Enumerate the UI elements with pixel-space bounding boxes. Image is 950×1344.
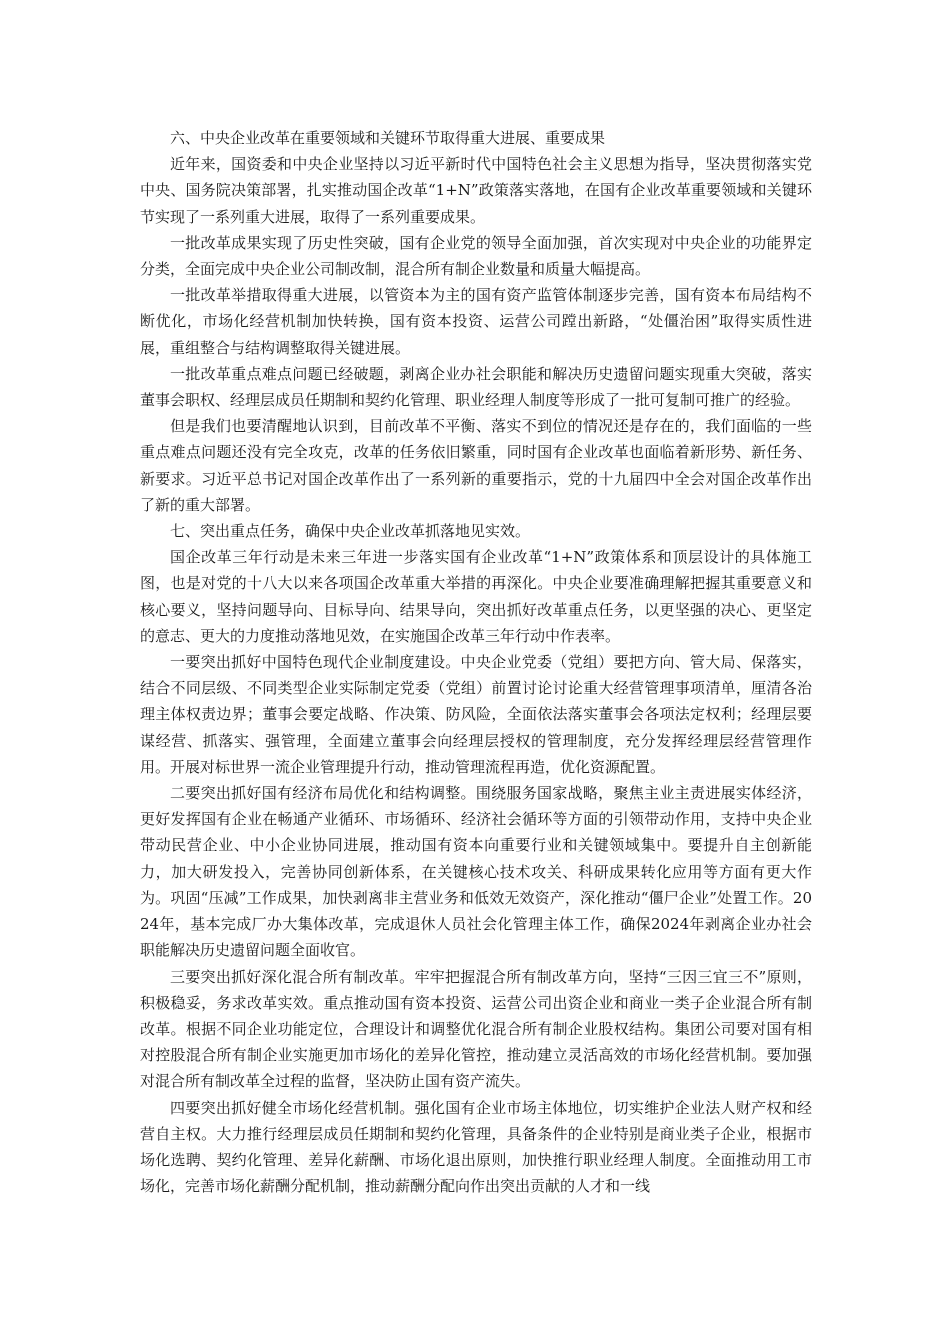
paragraph: 国企改革三年行动是未来三年进一步落实国有企业改革“1+N”政策体系和顶层设计的具体施工图，也是对党的十八大以来各项国企改革重大举措的再深化。中央企业要准确理解把握其重要意义和核心要义，坚持问题导向、目标导向、结果导向，突出抓好改革重点任务，以更坚强的决心、更坚定的意志、更大的力度推动落地见效，在实施国企改革三年行动中作表率。 xyxy=(140,548,812,645)
paragraph: 四要突出抓好健全市场化经营机制。强化国有企业市场主体地位，切实维护企业法人财产权和经营自主权。大力推行经理层成员任期制和契约化管理，具备条件的企业特别是商业类子企业，根据市场化选聘、契约化管理、差异化薪酬、市场化退出原则，加快推行职业经理人制度。全面推动用工市场化，完善市场化薪酬分配机制，推动薪酬分配向作出突出贡献的人才和一线 xyxy=(140,1098,812,1196)
paragraph: 一批改革举措取得重大进展，以管资本为主的国有资产监管体制逐步完善，国有资本布局结构不断优化，市场化经营机制加快转换，国有资本投资、运营公司蹚出新路，“处僵治困”取得实质性进展，重组整合与结构调整取得关键进展。 xyxy=(140,286,812,357)
paragraph: 但是我们也要清醒地认识到，目前改革不平衡、落实不到位的情况还是存在的，我们面临的一些重点难点问题还没有完全攻克，改革的任务依旧繁重，同时国有企业改革也面临着新形势、新任务、新要求。习近平总书记对国企改革作出了一系列新的重要指示，党的十九届四中全会对国企改革作出了新的重大部署。 xyxy=(140,417,812,514)
paragraph: 一要突出抓好中国特色现代企业制度建设。中央企业党委（党组）要把方向、管大局、保落实，结合不同层级、不同类型企业实际制定党委（党组）前置讨论讨论重大经营管理事项清单，厘清各治理主体权责边界；董事会要定战略、作决策、防风险，全面依法落实董事会各项法定权利；经理层要谋经营、抓落实、强管理，全面建立董事会向经理层授权的管理制度，充分发挥经理层经营管理作用。开展对标世界一流企业管理提升行动，推动管理流程再造，优化资源配置。 xyxy=(140,653,812,776)
section-heading-six: 六、中央企业改革在重要领域和关键环节取得重大进展、重要成果 xyxy=(170,129,606,147)
paragraph: 三要突出抓好深化混合所有制改革。牢牢把握混合所有制改革方向，坚持“三因三宜三不”原则，积极稳妥，务求改革实效。重点推动国有资本投资、运营公司出资企业和商业一类子企业混合所有制改革。根据不同企业功能定位，合理设计和调整优化混合所有制企业股权结构。集团公司要对国有相对控股混合所有制企业实施更加市场化的差异化管控，推动建立灵活高效的市场化经营机制。要加强对混合所有制改革全过程的监督，坚决防止国有资产流失。 xyxy=(140,967,812,1091)
paragraph: 一批改革成果实现了历史性突破，国有企业党的领导全面加强，首次实现对中央企业的功能界定分类，全面完成中央企业公司制改制，混合所有制企业数量和质量大幅提高。 xyxy=(140,233,812,279)
document-body xyxy=(140,125,812,1199)
section-heading-seven: 七、突出重点任务，确保中央企业改革抓落地见实效。 xyxy=(170,522,531,541)
paragraph: 近年来，国资委和中央企业坚持以习近平新时代中国特色社会主义思想为指导，坚决贯彻落实党中央、国务院决策部署，扎实推动国企改革“1+N”政策落实落地，在国有企业改革重要领域和关键环节实现了一系列重大进展，取得了一系列重要成果。 xyxy=(140,155,812,226)
paragraph: 二要突出抓好国有经济布局优化和结构调整。围绕服务国家战略，聚焦主业主责进展实体经济，更好发挥国有企业在畅通产业循环、市场循环、经济社会循环等方面的引领带动作用，支持中央企业带动民营企业、中小企业协同进展，推动国有资本向重要行业和关键领域集中。要提升自主创新能力，加大研发投入，完善协同创新体系，在关键核心技术攻关、科研成果转化应用等方面有更大作为。巩固“压减”工作成果，加快剥离非主营业务和低效无效资产，深化推动“僵尸企业”处置工作。2024年，基本完成厂办大集体改革，完成退休人员社会化管理主体工作，确保2024年剥离企业办社会职能解决历史遗留问题全面收官。 xyxy=(140,784,812,960)
paragraph: 一批改革重点难点问题已经破题，剥离企业办社会职能和解决历史遗留问题实现重大突破，落实董事会职权、经理层成员任期制和契约化管理、职业经理人制度等形成了一批可复制可推广的经验。 xyxy=(140,364,812,410)
